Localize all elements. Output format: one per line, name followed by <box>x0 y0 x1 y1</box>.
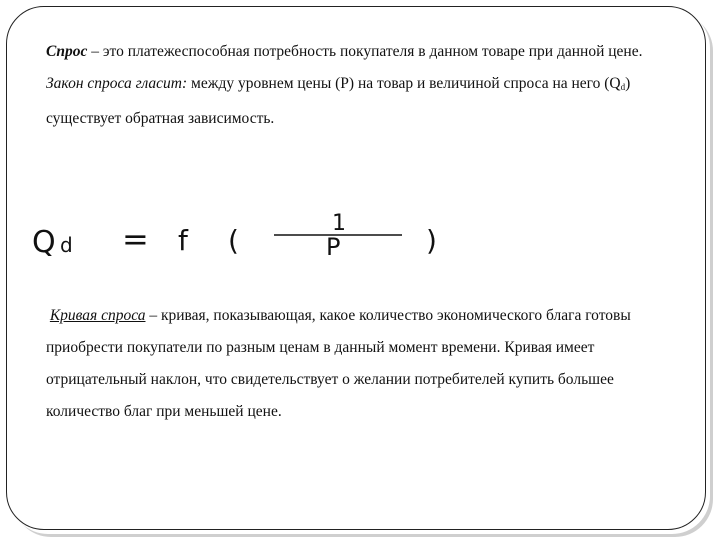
formula-numerator: 1 <box>332 211 346 236</box>
formula-equals: = <box>122 220 149 258</box>
law-of-demand <box>46 68 666 135</box>
demand-definition-text: – это платежеспособная потребность покупателя в данном товаре при данной цене. <box>87 43 643 60</box>
demand-term: Спрос <box>46 43 88 60</box>
demand-definition <box>46 36 666 68</box>
formula-q-subscript: d <box>60 233 73 257</box>
demand-curve-term: Кривая спроса <box>49 307 146 324</box>
law-text-start: между уровнем цены (P) на товар и величиной спроса на него (Q <box>187 75 621 92</box>
formula-graphic <box>30 200 490 270</box>
formula-denominator: P <box>326 233 341 261</box>
demand-curve-definition <box>46 300 666 428</box>
demand-curve-text: – кривая, показывающая, какое количество экономического блага готовы приобрести покупатели по разным ценам в данный момент времени. Кривая имеет отрицательный наклон, что свидетельствует о желании потребителей купить большее количество благ при меньшей цене. <box>46 307 631 420</box>
law-text-end: ) существует обратная зависимость. <box>46 75 631 127</box>
formula-f: f <box>178 224 188 257</box>
law-q-subscript: d <box>620 82 626 92</box>
demand-formula <box>30 200 490 270</box>
formula-q: Q <box>32 225 56 260</box>
formula-open-paren: ( <box>228 224 239 257</box>
definition-block <box>46 36 666 135</box>
formula-close-paren: ) <box>426 224 437 257</box>
curve-block <box>46 300 666 428</box>
law-label: Закон спроса гласит: <box>46 75 188 92</box>
